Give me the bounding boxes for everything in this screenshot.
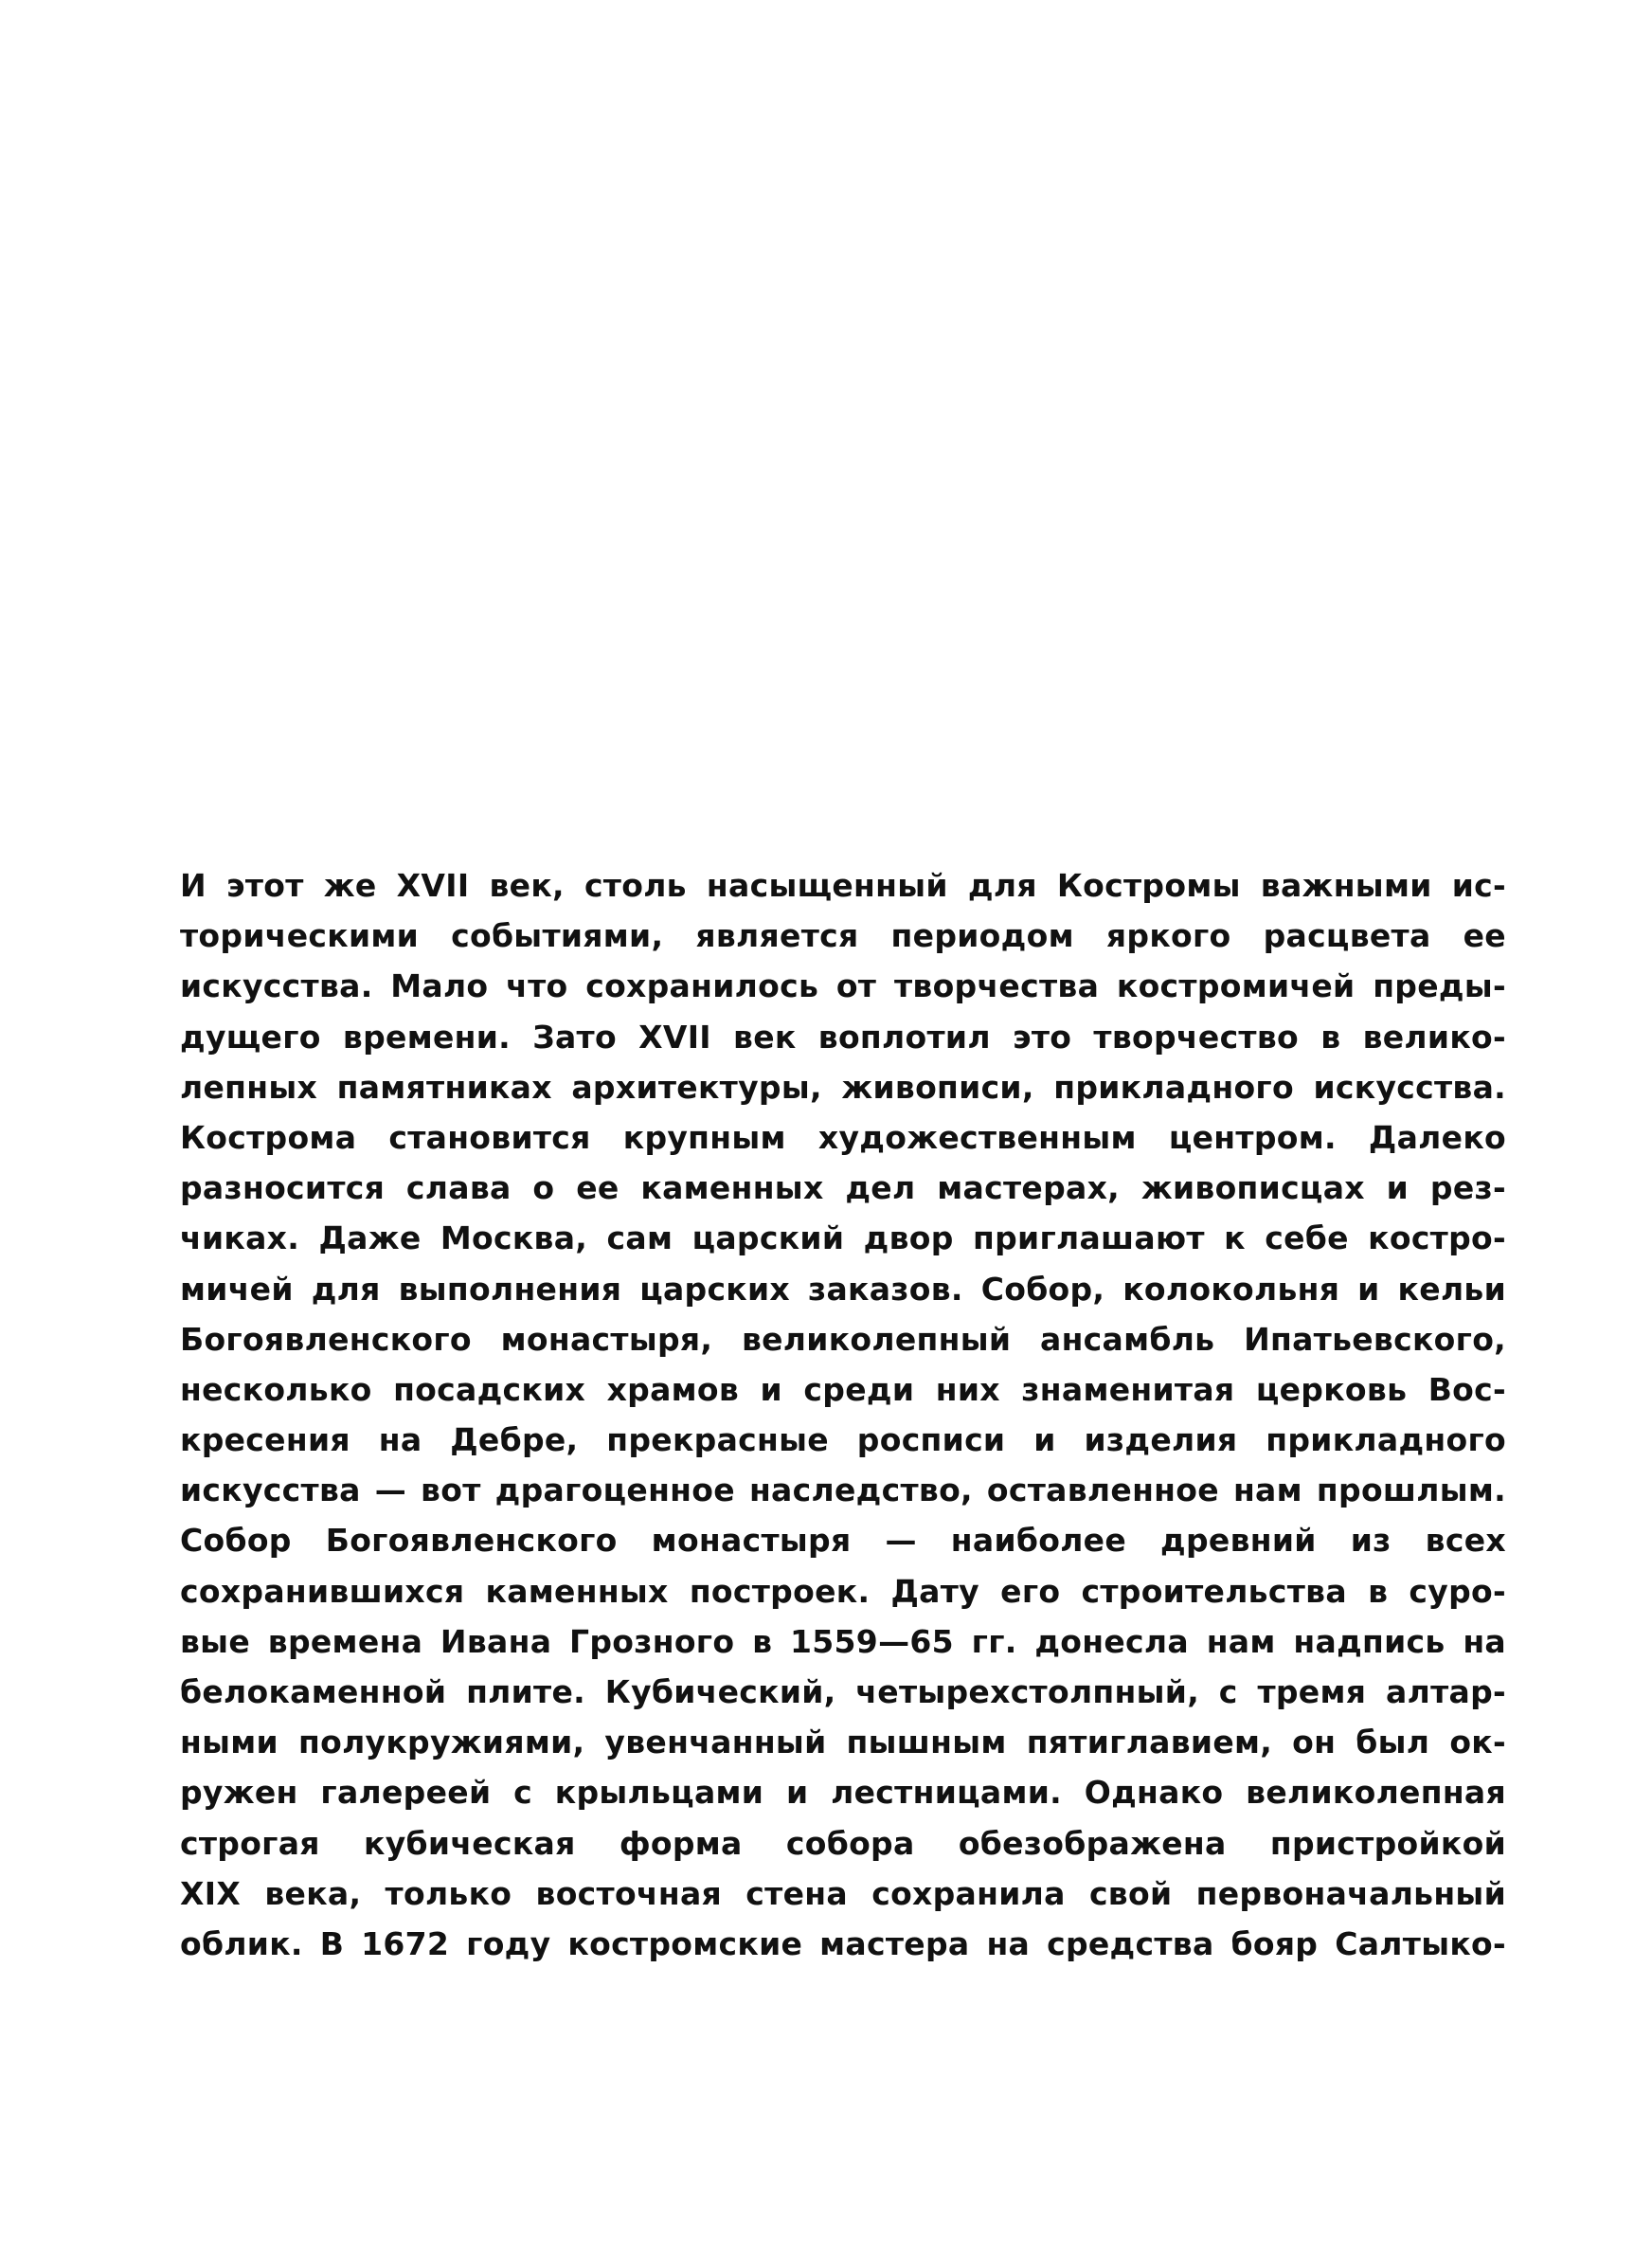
text-line: разносится слава о ее каменных дел мастерах, живописцах и рез- [180,1169,1506,1207]
text-line: несколько посадских храмов и среди них знаменитая церковь Вос- [180,1370,1506,1408]
text-line: XIX века, только восточная стена сохранила свой первоначальный [180,1874,1506,1912]
text-line: облик. В 1672 году костромские мастера на средства бояр Салтыко- [180,1924,1506,1962]
text-line: торическими событиями, является периодом яркого расцвета ее [180,917,1506,955]
text-line: ными полукружиями, увенчанный пышным пятиглавием, он был ок- [180,1724,1506,1761]
text-line: Богоявленского монастыря, великолепный ансамбль Ипатьевского, [180,1320,1506,1358]
body-paragraph [180,860,1506,1969]
text-line: вые времена Ивана Грозного в 1559—65 гг. донесла нам надпись на [180,1622,1506,1660]
text-line: строгая кубическая форма собора обезображена пристройкой [180,1824,1506,1862]
text-line: кресения на Дебре, прекрасные росписи и изделия прикладного [180,1421,1506,1459]
text-line: белокаменной плите. Кубический, четырехстолпный, с тремя алтар- [180,1673,1506,1710]
text-line: Собор Богоявленского монастыря — наиболее древний из всех [180,1522,1506,1560]
text-line: искусства — вот драгоценное наследство, оставленное нам прошлым. [180,1472,1506,1509]
text-line: чиках. Даже Москва, сам царский двор приглашают к себе костро- [180,1219,1506,1257]
text-line: мичей для выполнения царских заказов. Собор, колокольня и кельи [180,1270,1506,1308]
text-line: Кострома становится крупным художественным центром. Далеко [180,1118,1506,1156]
text-line: И этот же XVII век, столь насыщенный для Костромы важными ис- [180,867,1506,904]
text-line: дущего времени. Зато XVII век воплотил это творчество в велико- [180,1018,1506,1056]
text-line: лепных памятниках архитектуры, живописи, прикладного искусства. [180,1068,1506,1106]
text-line: ружен галереей с крыльцами и лестницами. Однако великолепная [180,1774,1506,1812]
text-line: сохранившихся каменных построек. Дату его строительства в суро- [180,1572,1506,1610]
text-line: искусства. Мало что сохранилось от творчества костромичей преды- [180,967,1506,1005]
